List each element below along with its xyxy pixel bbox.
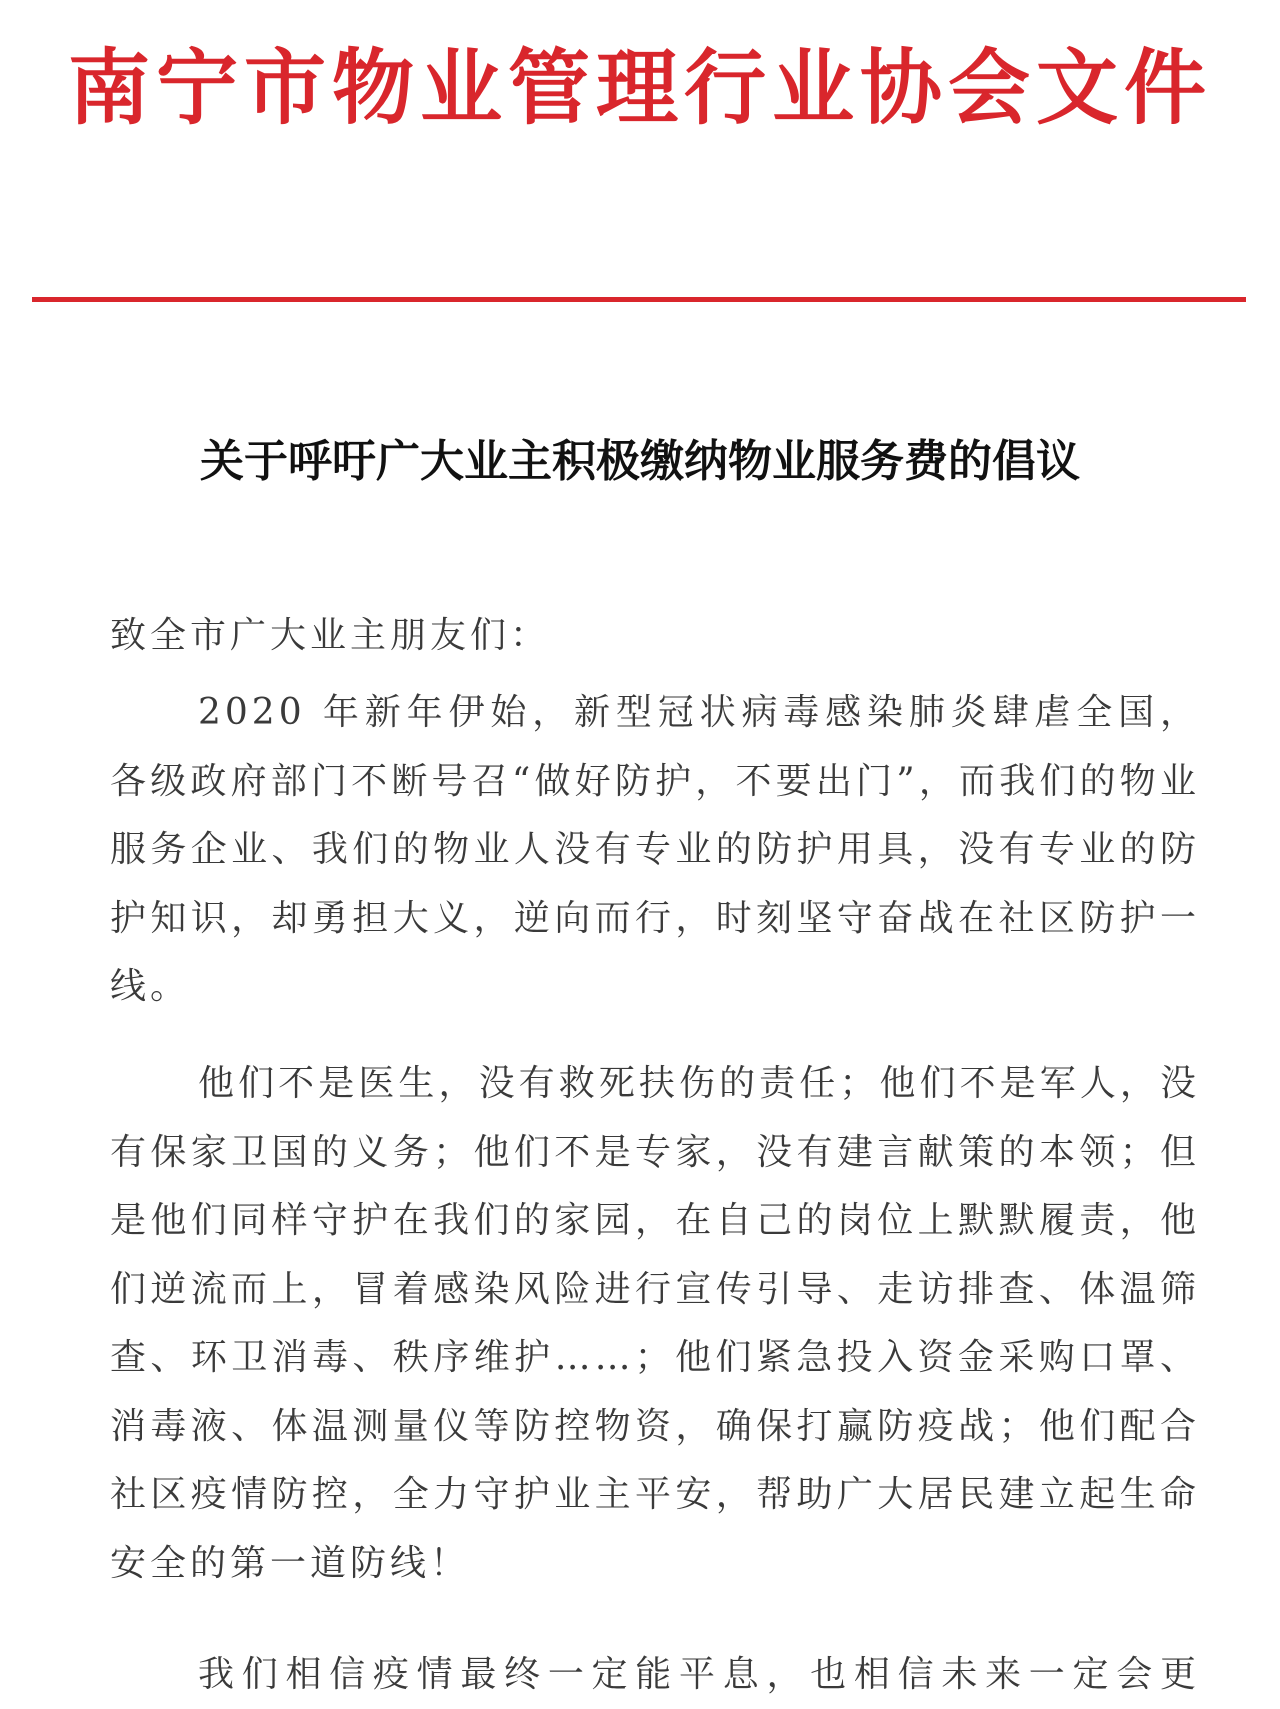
- salutation: 致全市广大业主朋友们：: [110, 615, 551, 656]
- red-divider-rule: [32, 297, 1246, 302]
- document-subject: 关于呼吁广大业主积极缴纳物业服务费的倡议: [200, 436, 1080, 487]
- body-paragraph-2: 他们不是医生，没有救死扶伤的责任；他们不是军人，没有保家卫国的义务；他们不是专家，没有建言献策的本领；但是他们同样守护在我们的家园，在自己的岗位上默默履责，他们逆流而上，冒着感染风险进行宣传引导、走访排查、体温筛查、环卫消毒、秩序维护……；他们紧急投入资金采购口罩、消毒液、体温测量仪等防控物资，确保打赢防疫战；他们配合社区疫情防控，全力守护业主平安，帮助广大居民建立起生命安全的第一道防线！: [110, 1063, 1200, 1584]
- body-paragraph-3: 我们相信疫情最终一定能平息，也相信未来一定会更: [198, 1654, 1200, 1695]
- body-paragraph-1: 2020 年新年伊始，新型冠状病毒感染肺炎肆虐全国，各级政府部门不断号召“做好防护，不要出门”，而我们的物业服务企业、我们的物业人没有专业的防护用具，没有专业的防护知识，却勇担大义，逆向而行，时刻坚守奋战在社区防护一线。: [110, 692, 1200, 1007]
- org-header-title: 南宁市物业管理行业协会文件: [67, 40, 1212, 136]
